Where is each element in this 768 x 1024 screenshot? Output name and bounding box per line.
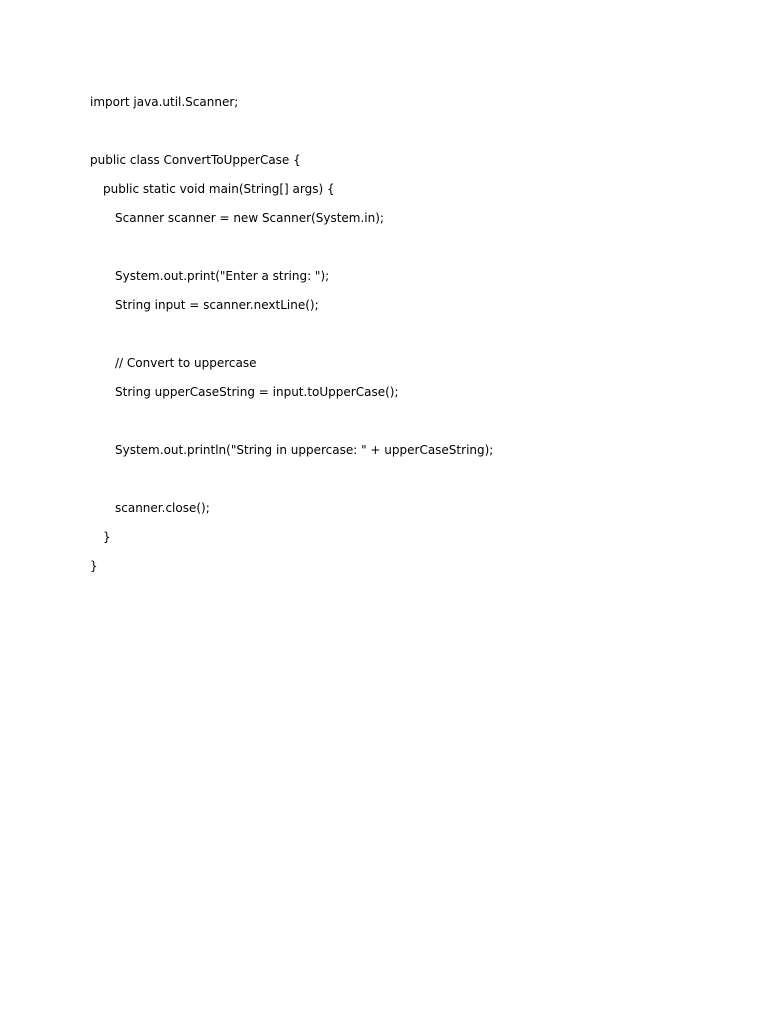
blank-line — [90, 322, 730, 351]
code-line-class-close-brace: } — [90, 559, 98, 573]
code-line-print-prompt: System.out.print("Enter a string: "); — [115, 269, 330, 283]
code-line-scanner-init: Scanner scanner = new Scanner(System.in); — [115, 211, 384, 225]
blank-line — [90, 409, 730, 438]
blank-line — [90, 119, 730, 148]
code-line-method-close-brace: } — [103, 530, 111, 544]
code-line-class-declaration: public class ConvertToUpperCase { — [90, 153, 301, 167]
code-line-read-input: String input = scanner.nextLine(); — [115, 298, 319, 312]
code-line-println-result: System.out.println("String in uppercase: " + upperCaseString); — [115, 443, 494, 457]
code-line-scanner-close: scanner.close(); — [115, 501, 210, 515]
code-line-to-uppercase: String upperCaseString = input.toUpperCase(); — [115, 385, 399, 399]
blank-line — [90, 467, 730, 496]
code-line-import: import java.util.Scanner; — [90, 95, 239, 109]
code-listing — [90, 90, 730, 583]
code-line-main-method: public static void main(String[] args) { — [103, 182, 335, 196]
blank-line — [90, 235, 730, 264]
code-line-comment: // Convert to uppercase — [115, 356, 257, 370]
